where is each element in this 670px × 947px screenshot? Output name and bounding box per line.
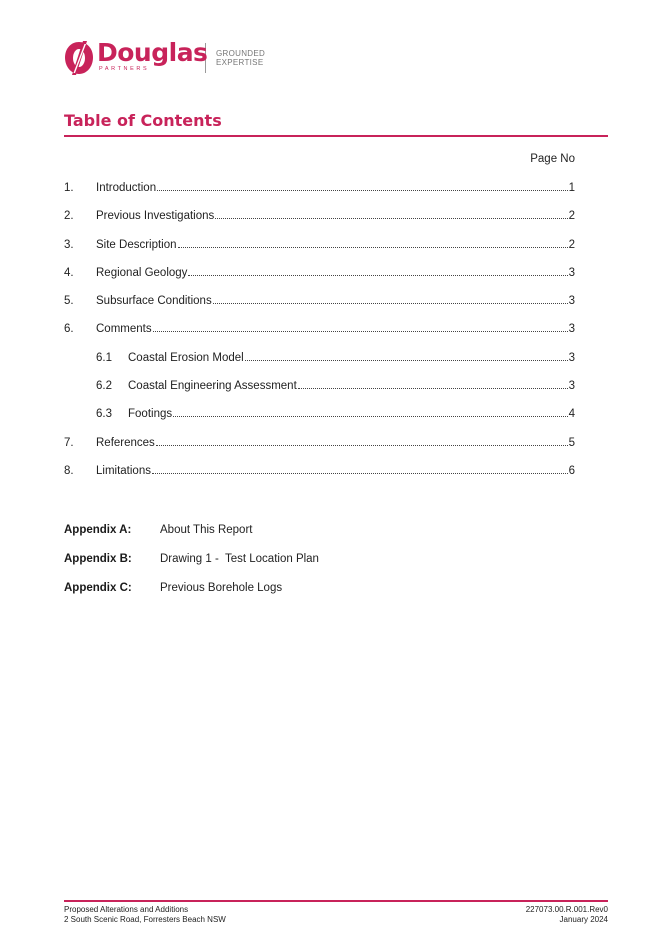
page-no-header: Page No (530, 153, 575, 165)
toc-page: 5 (568, 437, 575, 449)
toc-page: 1 (568, 182, 575, 194)
toc-number: 1. (64, 182, 74, 194)
toc-page: 3 (568, 352, 575, 364)
toc-entry-coastal-engineering-assessment[interactable] (96, 380, 575, 392)
toc-entry-regional-geology[interactable] (64, 267, 575, 279)
dot-leader (173, 416, 567, 417)
footer-document-ref (526, 905, 608, 925)
footer-divider (64, 900, 608, 902)
toc-entry-limitations[interactable] (64, 465, 575, 477)
appendix-label: Appendix B: (64, 553, 132, 565)
brand-tagline (216, 49, 265, 67)
toc-page: 3 (568, 323, 575, 335)
toc-number: 7. (64, 437, 74, 449)
toc-entry-subsurface-conditions[interactable] (64, 295, 575, 307)
toc-label: Previous Investigations (96, 210, 215, 222)
toc-label: Introduction (96, 182, 157, 194)
toc-number: 6. (64, 323, 74, 335)
appendix-c[interactable] (64, 582, 282, 594)
toc-label: Limitations (96, 465, 151, 477)
toc-entry-footings[interactable] (96, 408, 575, 420)
brand-subtitle: PARTNERS (99, 66, 150, 72)
dot-leader (298, 388, 568, 389)
toc-number: 5. (64, 295, 74, 307)
footer-project-title: Proposed Alterations and Additions (64, 905, 189, 914)
toc-page: 2 (568, 210, 575, 222)
page-title: Table of Contents (64, 111, 222, 130)
tagline-line-2: EXPERTISE (216, 58, 264, 67)
appendix-label: Appendix A: (64, 524, 132, 536)
toc-page: 4 (568, 408, 575, 420)
toc-number: 6.2 (96, 380, 112, 392)
dot-leader (178, 247, 568, 248)
brand-name: Douglas (97, 38, 208, 67)
dot-leader (152, 473, 568, 474)
toc-number: 2. (64, 210, 74, 222)
toc-number: 3. (64, 239, 74, 251)
tagline-line-1: GROUNDED (216, 49, 266, 58)
toc-entry-previous-investigations[interactable] (64, 210, 575, 222)
toc-page: 6 (568, 465, 575, 477)
toc-entry-coastal-erosion-model[interactable] (96, 352, 575, 364)
toc-entry-comments[interactable] (64, 323, 575, 335)
appendix-b[interactable] (64, 553, 319, 565)
appendix-title: About This Report (160, 524, 253, 536)
toc-number: 4. (64, 267, 74, 279)
dot-leader (213, 303, 568, 304)
appendix-a[interactable] (64, 524, 252, 536)
toc-page: 2 (568, 239, 575, 251)
company-logo (64, 40, 265, 76)
toc-label: Site Description (96, 239, 177, 251)
toc-page: 3 (568, 295, 575, 307)
dot-leader (157, 190, 567, 191)
toc-label: Coastal Erosion Model (128, 352, 244, 364)
toc-page: 3 (568, 380, 575, 392)
toc-entry-references[interactable] (64, 437, 575, 449)
footer-date: January 2024 (559, 915, 608, 924)
appendix-title: Drawing 1 - Test Location Plan (160, 553, 319, 565)
toc-number: 6.1 (96, 352, 112, 364)
dot-leader (188, 275, 567, 276)
footer-report-number: 227073.00.R.001.Rev0 (525, 905, 608, 914)
toc-entry-introduction[interactable] (64, 182, 575, 194)
dot-leader (245, 360, 568, 361)
toc-number: 8. (64, 465, 74, 477)
dot-leader (215, 218, 567, 219)
dot-leader (156, 445, 568, 446)
toc-label: Comments (96, 323, 152, 335)
toc-label: Coastal Engineering Assessment (128, 380, 297, 392)
title-divider (64, 135, 608, 137)
footer-project-address: 2 South Scenic Road, Forresters Beach NSW (64, 915, 226, 924)
toc-label: References (96, 437, 155, 449)
toc-label: Footings (128, 408, 173, 420)
toc-number: 6.3 (96, 408, 112, 420)
toc-label: Regional Geology (96, 267, 188, 279)
toc-label: Subsurface Conditions (96, 295, 212, 307)
footer-project (64, 905, 226, 925)
appendix-label: Appendix C: (64, 582, 132, 594)
appendix-title: Previous Borehole Logs (160, 582, 283, 594)
toc-entry-site-description[interactable] (64, 239, 575, 251)
dot-leader (153, 331, 568, 332)
toc-page: 3 (568, 267, 575, 279)
douglas-logo-icon (64, 41, 94, 75)
brand-wordmark (97, 38, 208, 76)
